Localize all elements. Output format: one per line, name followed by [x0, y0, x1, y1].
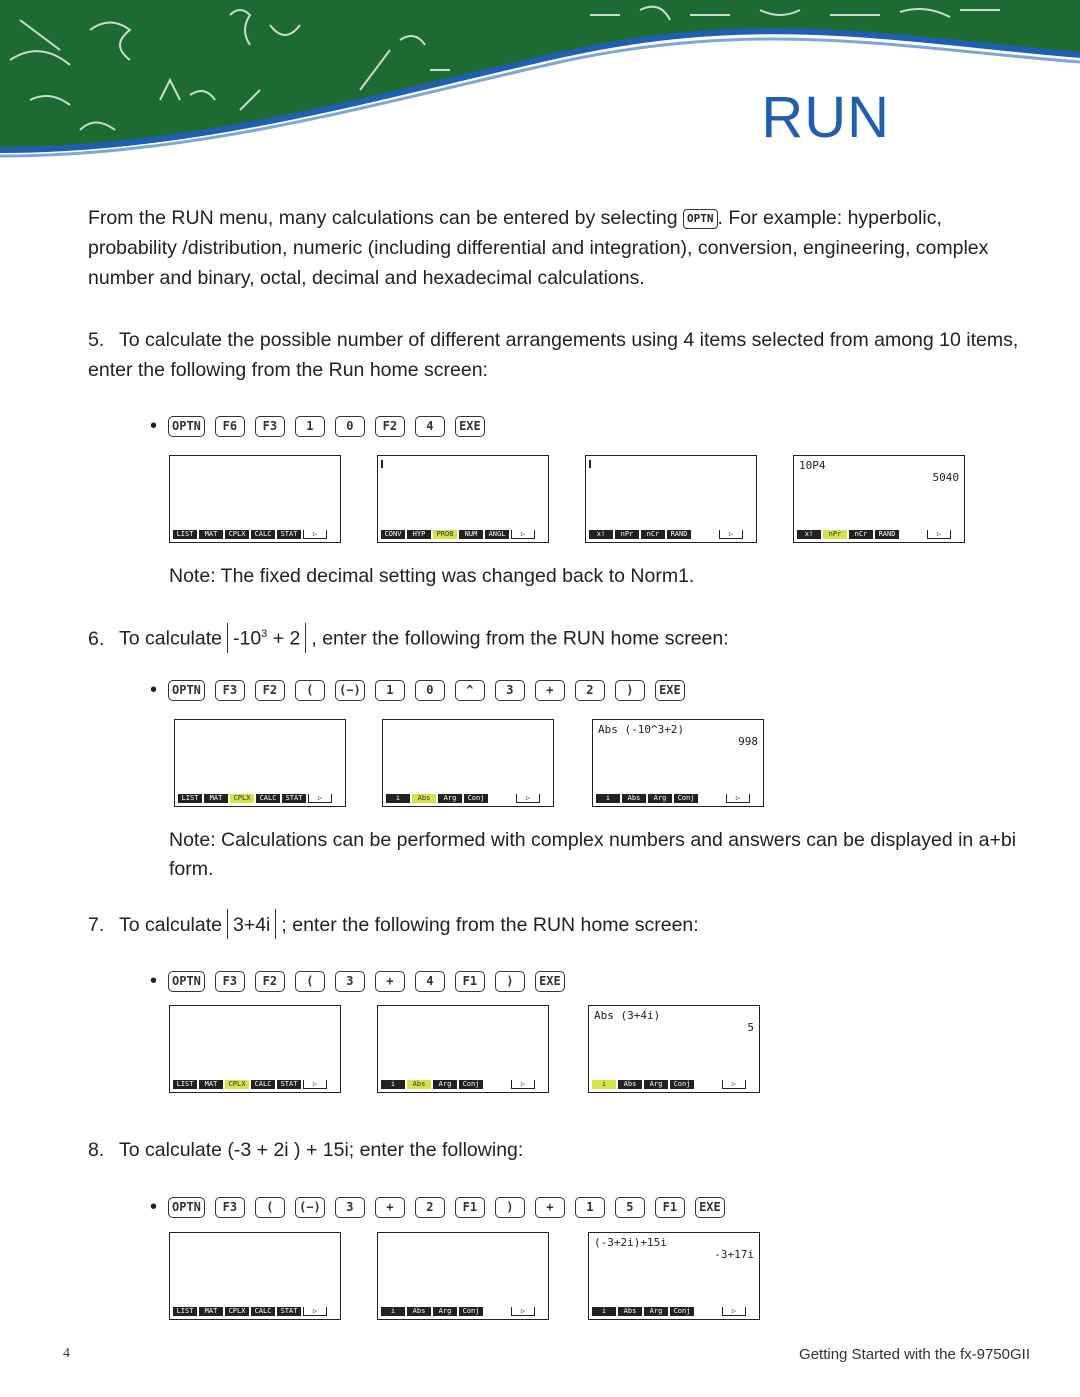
key-icon: F3: [215, 680, 245, 701]
intro-text-after: . For example: hyperbolic, probability /distribution, numeric (including differential and integration), conversion, engineering, complex number and binary, octal, decimal and hexadecimal calculations.: [88, 207, 989, 289]
step-6: [88, 619, 1028, 654]
step-text: To calculate (-3 + 2i ) + 15i; enter the following:: [119, 1139, 524, 1161]
key-icon: F3: [255, 416, 285, 437]
menu-item: Abs: [618, 1080, 642, 1089]
menu-item: Arg: [438, 794, 462, 803]
menu-next-icon: ▷: [308, 794, 332, 803]
key-icon: F1: [455, 971, 485, 992]
key-icon: 1: [375, 680, 405, 701]
key-icon: OPTN: [168, 416, 205, 437]
menu-next-icon: ▷: [303, 1080, 327, 1089]
key-sequence-6: [150, 677, 695, 703]
key-icon: 1: [575, 1197, 605, 1218]
screen-answer: 998: [738, 735, 758, 748]
abs-bar: [305, 623, 306, 653]
exponent: 3: [261, 628, 268, 640]
menu-item: [693, 530, 717, 539]
key-icon: (: [295, 971, 325, 992]
menu-item: CALC: [251, 530, 275, 539]
key-icon: F1: [455, 1197, 485, 1218]
key-icon: 4: [415, 416, 445, 437]
key-icon: OPTN: [168, 1197, 205, 1218]
step-text-before: To calculate: [119, 914, 222, 936]
key-icon: +: [375, 1197, 405, 1218]
abs-bar: [227, 623, 228, 653]
key-icon: F2: [255, 680, 285, 701]
step-text-after: ; enter the following from the RUN home screen:: [281, 914, 699, 936]
function-menu: [386, 794, 542, 803]
key-sequence-8: [150, 1194, 735, 1220]
bullet: •: [150, 678, 158, 701]
page-title: RUN: [761, 85, 890, 150]
menu-item: nPr: [615, 530, 639, 539]
key-icon: 3: [335, 971, 365, 992]
menu-item: STAT: [277, 1307, 301, 1316]
calculator-screen: [174, 719, 346, 807]
function-menu: [381, 1307, 537, 1316]
menu-item: RAND: [667, 530, 691, 539]
menu-next-icon: ▷: [303, 1307, 327, 1316]
function-menu: [589, 530, 745, 539]
menu-item: Arg: [433, 1080, 457, 1089]
abs-bar: [275, 909, 276, 939]
menu-item: CPLX: [230, 794, 254, 803]
menu-item: Conj: [464, 794, 488, 803]
menu-next-icon: ▷: [516, 794, 540, 803]
menu-item: i: [592, 1307, 616, 1316]
menu-next-icon: ▷: [722, 1080, 746, 1089]
menu-next-icon: ▷: [511, 1307, 535, 1316]
key-icon: F1: [655, 1197, 685, 1218]
screen-input-line: Abs (-10^3+2): [598, 723, 685, 736]
key-icon: 2: [415, 1197, 445, 1218]
function-menu: [173, 1080, 329, 1089]
menu-item: Conj: [459, 1080, 483, 1089]
key-icon: (−): [295, 1197, 325, 1218]
key-icon: F2: [375, 416, 405, 437]
key-icon: (−): [335, 680, 365, 701]
key-icon: ): [495, 1197, 525, 1218]
menu-item: x!: [589, 530, 613, 539]
calculator-screen: [377, 1005, 549, 1093]
function-menu: [173, 1307, 329, 1316]
key-icon: EXE: [455, 416, 485, 437]
screen-input-line: 10P4: [799, 459, 826, 472]
menu-item: Arg: [644, 1307, 668, 1316]
key-icon: 0: [335, 416, 365, 437]
menu-item: [485, 1307, 509, 1316]
function-menu: [178, 794, 334, 803]
function-menu: [381, 1080, 537, 1089]
menu-item: CONV: [381, 530, 405, 539]
key-icon: EXE: [535, 971, 565, 992]
menu-item: [700, 794, 724, 803]
key-icon: EXE: [695, 1197, 725, 1218]
calculator-screen: [169, 1232, 341, 1320]
key-icon: 3: [495, 680, 525, 701]
menu-next-icon: ▷: [719, 530, 743, 539]
menu-item: PROB: [433, 530, 457, 539]
key-icon: +: [535, 680, 565, 701]
key-icon: 5: [615, 1197, 645, 1218]
intro-text-before: From the RUN menu, many calculations can be entered by selecting: [88, 207, 678, 229]
screen-answer: 5: [747, 1021, 754, 1034]
menu-item: Conj: [674, 794, 698, 803]
footer-text: Getting Started with the fx-9750GII: [799, 1346, 1030, 1363]
step-7: [88, 909, 1028, 940]
step-text-after: , enter the following from the RUN home screen:: [311, 627, 729, 650]
function-menu: [173, 530, 329, 539]
function-menu: [592, 1080, 748, 1089]
menu-item: LIST: [178, 794, 202, 803]
step-number: 8.: [88, 1139, 105, 1161]
menu-item: [696, 1080, 720, 1089]
bullet: •: [150, 1195, 158, 1218]
calculator-screen: [382, 719, 554, 807]
menu-item: NUM: [459, 530, 483, 539]
key-icon: F3: [215, 971, 245, 992]
menu-item: Arg: [648, 794, 672, 803]
step-number: 7.: [88, 914, 105, 936]
menu-item: Abs: [622, 794, 646, 803]
menu-next-icon: ▷: [511, 530, 535, 539]
menu-item: nCr: [641, 530, 665, 539]
bullet: •: [150, 969, 158, 992]
intro-paragraph: [88, 203, 1028, 293]
menu-item: [490, 794, 514, 803]
menu-item: LIST: [173, 1307, 197, 1316]
step-number: 6.: [88, 627, 105, 650]
step-text: To calculate the possible number of different arrangements using 4 items selected from among 10 items, enter the following from the Run home screen:: [88, 329, 1019, 381]
menu-item: CALC: [251, 1307, 275, 1316]
key-icon: (: [295, 680, 325, 701]
note-5: Note: The fixed decimal setting was changed back to Norm1.: [169, 565, 695, 587]
menu-item: Arg: [644, 1080, 668, 1089]
cursor: [589, 460, 591, 468]
key-icon: 1: [295, 416, 325, 437]
menu-item: MAT: [199, 1307, 223, 1316]
function-menu: [381, 530, 537, 539]
expression-after: + 2: [267, 627, 301, 650]
calculator-screen: [377, 455, 549, 543]
menu-item: CALC: [251, 1080, 275, 1089]
key-icon: OPTN: [168, 971, 205, 992]
key-icon: (: [255, 1197, 285, 1218]
menu-item: LIST: [173, 530, 197, 539]
menu-item: LIST: [173, 1080, 197, 1089]
bullet: •: [150, 414, 158, 437]
menu-next-icon: ▷: [927, 530, 951, 539]
key-icon: 4: [415, 971, 445, 992]
menu-item: i: [596, 794, 620, 803]
key-icon: ^: [455, 680, 485, 701]
key-icon: 3: [335, 1197, 365, 1218]
menu-next-icon: ▷: [722, 1307, 746, 1316]
key-icon: F3: [215, 1197, 245, 1218]
menu-item: ANGL: [485, 530, 509, 539]
menu-item: Conj: [670, 1080, 694, 1089]
cursor: [381, 460, 383, 468]
menu-item: MAT: [204, 794, 228, 803]
menu-item: [901, 530, 925, 539]
note-6: Note: Calculations can be performed with complex numbers and answers can be displayed in a+bi form.: [169, 829, 1017, 880]
menu-item: CALC: [256, 794, 280, 803]
menu-item: i: [386, 794, 410, 803]
key-icon: +: [535, 1197, 565, 1218]
calculator-screen: [592, 719, 764, 807]
key-icon: ): [495, 971, 525, 992]
menu-item: CPLX: [225, 1080, 249, 1089]
calculator-screen: [169, 455, 341, 543]
optn-key-icon: OPTN: [683, 209, 718, 229]
menu-item: Conj: [670, 1307, 694, 1316]
page-number: 4: [63, 1346, 70, 1361]
menu-item: CPLX: [225, 1307, 249, 1316]
key-sequence-5: [150, 413, 495, 439]
function-menu: [596, 794, 752, 803]
menu-item: Abs: [407, 1307, 431, 1316]
menu-item: nPr: [823, 530, 847, 539]
screen-input-line: (-3+2i)+15i: [594, 1236, 667, 1249]
menu-item: RAND: [875, 530, 899, 539]
menu-next-icon: ▷: [726, 794, 750, 803]
calculator-screen: [169, 1005, 341, 1093]
screen-answer: 5040: [932, 471, 959, 484]
menu-item: Abs: [412, 794, 436, 803]
key-sequence-7: [150, 968, 575, 994]
menu-item: Arg: [433, 1307, 457, 1316]
key-icon: OPTN: [168, 680, 205, 701]
key-icon: +: [375, 971, 405, 992]
menu-next-icon: ▷: [511, 1080, 535, 1089]
calculator-screen: [585, 455, 757, 543]
key-icon: F2: [255, 971, 285, 992]
calculator-screen: [377, 1232, 549, 1320]
menu-item: MAT: [199, 1080, 223, 1089]
calculator-screen: [588, 1232, 760, 1320]
menu-item: STAT: [277, 530, 301, 539]
step-5: [88, 325, 1028, 385]
menu-item: [485, 1080, 509, 1089]
menu-item: MAT: [199, 530, 223, 539]
key-icon: F6: [215, 416, 245, 437]
menu-item: i: [592, 1080, 616, 1089]
screen-input-line: Abs (3+4i): [594, 1009, 661, 1022]
function-menu: [797, 530, 953, 539]
step-number: 5.: [88, 329, 105, 351]
menu-item: Abs: [618, 1307, 642, 1316]
menu-item: CPLX: [225, 530, 249, 539]
function-menu: [592, 1307, 748, 1316]
expression: -10: [232, 627, 262, 650]
menu-item: HYP: [407, 530, 431, 539]
key-icon: EXE: [655, 680, 685, 701]
abs-bar: [227, 909, 228, 939]
step-text-before: To calculate: [119, 627, 222, 650]
key-icon: 2: [575, 680, 605, 701]
menu-item: nCr: [849, 530, 873, 539]
menu-next-icon: ▷: [303, 530, 327, 539]
menu-item: x!: [797, 530, 821, 539]
calculator-screen: [793, 455, 965, 543]
calculator-screen: [588, 1005, 760, 1093]
key-icon: 0: [415, 680, 445, 701]
screen-answer: -3+17i: [714, 1248, 754, 1261]
key-icon: ): [615, 680, 645, 701]
menu-item: Abs: [407, 1080, 431, 1089]
chalkboard-banner: [0, 0, 1080, 160]
menu-item: STAT: [282, 794, 306, 803]
step-8: [88, 1135, 1028, 1165]
menu-item: i: [381, 1307, 405, 1316]
menu-item: i: [381, 1080, 405, 1089]
menu-item: [696, 1307, 720, 1316]
expression: 3+4i: [232, 914, 271, 936]
menu-item: STAT: [277, 1080, 301, 1089]
menu-item: Conj: [459, 1307, 483, 1316]
